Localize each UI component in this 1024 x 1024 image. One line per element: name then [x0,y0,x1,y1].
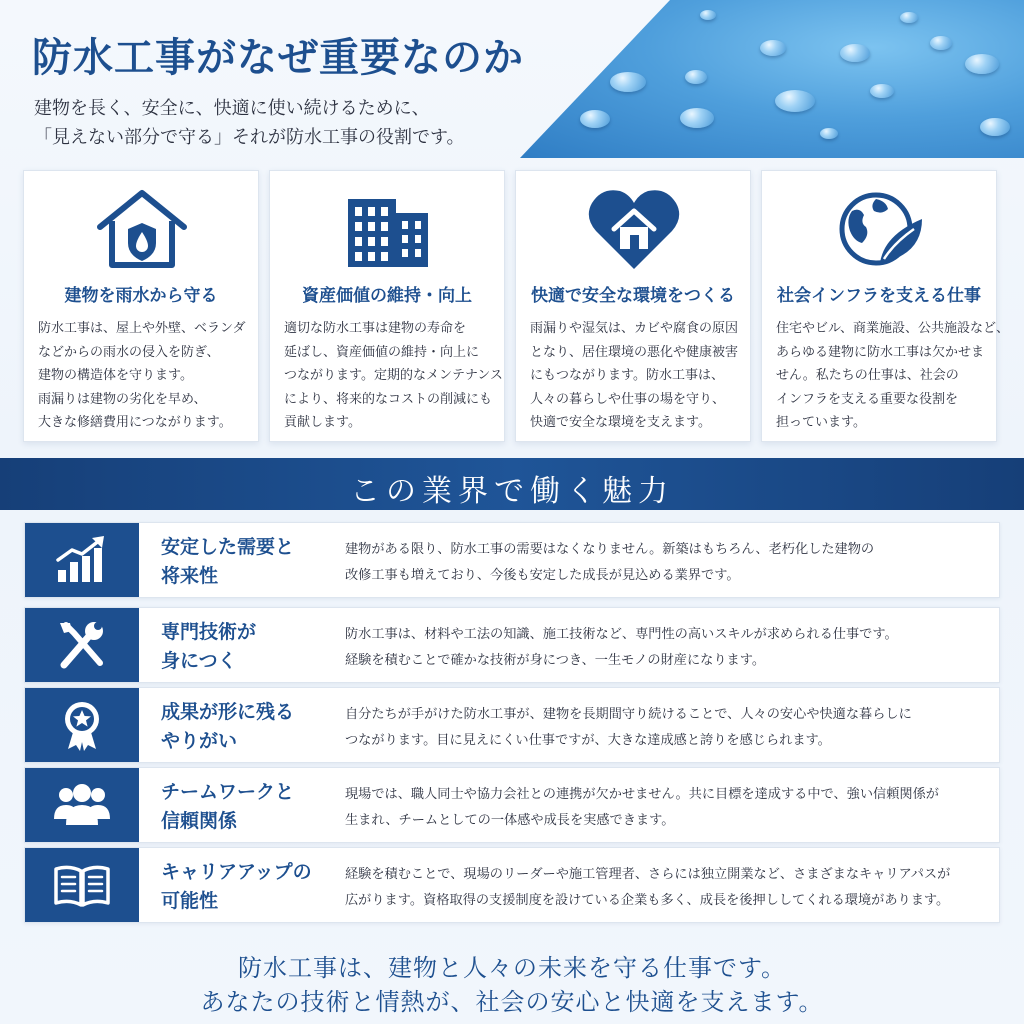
section-title: この業界で働く魅力 [350,474,674,509]
appeal-title: 成果が形に残る やりがい [161,701,295,752]
appeal-title: 安定した需要と 将来性 [161,536,295,587]
award-ribbon-icon [52,699,112,751]
appeal-row-skills [24,607,1000,683]
footer-message-line-2: あなたの技術と情熱が、社会の安心と快適を支えます。 [200,988,824,1016]
card-asset-value [269,170,505,442]
appeal-row-career [24,847,1000,923]
globe-leaf-icon [830,185,930,271]
section-banner [0,458,1024,510]
row-icon-box [25,848,139,922]
row-icon-box [25,768,139,842]
row-icon-box [25,688,139,762]
card-body: 住宅やビル、商業施設、公共施設など、 あらゆる建物に防水工事は欠かせま せん。私たちの仕事は、社会の インフラを支える重要な役割を 担っています。 [776,321,1009,430]
card-safe-environment [515,170,751,442]
card-title: 資産価値の維持・向上 [302,286,472,306]
card-rain-protection [23,170,259,442]
appeal-row-teamwork [24,767,1000,843]
subtitle-line-1: 建物を長く、安全に、快適に使い続けるために、 [34,98,430,119]
card-body: 防水工事は、屋上や外壁、ベランダ などからの雨水の侵入を防ぎ、 建物の構造体を守ります。 雨漏りは建物の劣化を早め、 大きな修繕費用につながります。 [38,321,246,430]
appeal-title: チームワークと 信頼関係 [161,781,295,832]
card-body: 雨漏りや湿気は、カビや腐食の原因 となり、居住環境の悪化や健康被害 にもつながります。防水工事は、 人々の暮らしや仕事の場を守り、 快適で安全な環境を支えます。 [530,321,739,430]
card-body: 適切な防水工事は建物の寿命を 延ばし、資産価値の維持・向上に つながります。定期的なメンテナンス により、将来的なコストの削減にも 貢献します。 [284,321,503,430]
tools-icon [52,619,112,671]
card-title: 建物を雨水から守る [64,286,218,306]
appeal-description: 建物がある限り、防水工事の需要はなくなりません。新築はもちろん、老朽化した建物の 改修工事も増えており、今後も安定した成長が見込める業界です。 [345,542,875,583]
subtitle-line-2: 「見えない部分で守る」それが防水工事の役割です。 [34,127,465,148]
row-icon-box [25,608,139,682]
card-social-infra [761,170,1009,442]
open-book-icon [52,859,112,911]
growth-chart-icon [52,534,112,586]
header [0,0,1024,158]
appeal-description: 自分たちが手がけた防水工事が、建物を長期間守り続けることで、人々の安心や快適な暮らしに つながります。目に見えにくい仕事ですが、大きな達成感と誇りを感じられます。 [345,707,912,748]
footer-message-line-1: 防水工事は、建物と人々の未来を守る仕事です。 [237,954,787,982]
water-droplets-image [520,0,1024,158]
page-title: 防水工事がなぜ重要なのか [32,34,524,81]
appeal-title: キャリアアップの 可能性 [161,861,312,912]
appeal-description: 現場では、職人同士や協力会社との連携が欠かせません。共に目標を達成する中で、強い信頼関係が 生まれ、チームとしての一体感や成長を実感できます。 [345,787,939,828]
appeal-title: 専門技術が 身につく [161,621,257,672]
card-title: 快適で安全な環境をつくる [531,286,735,306]
team-icon [52,779,112,831]
heart-house-icon [584,185,684,271]
appeal-description: 防水工事は、材料や工法の知識、施工技術など、専門性の高いスキルが求められる仕事です。 経験を積むことで確かな技術が身につき、一生モノの財産になります。 [345,627,898,668]
building-icon [338,185,438,271]
card-title: 社会インフラを支える仕事 [777,286,981,306]
appeal-row-achievement [24,687,1000,763]
row-icon-box [25,523,139,597]
house-drop-icon [92,185,192,271]
appeal-row-demand [24,522,1000,598]
appeal-description: 経験を積むことで、現場のリーダーや施工管理者、さらには独立開業など、さまざまなキャリアパスが 広がります。資格取得の支援制度を設けている企業も多く、成長を後押ししてくれる環境があります。 [345,867,951,908]
